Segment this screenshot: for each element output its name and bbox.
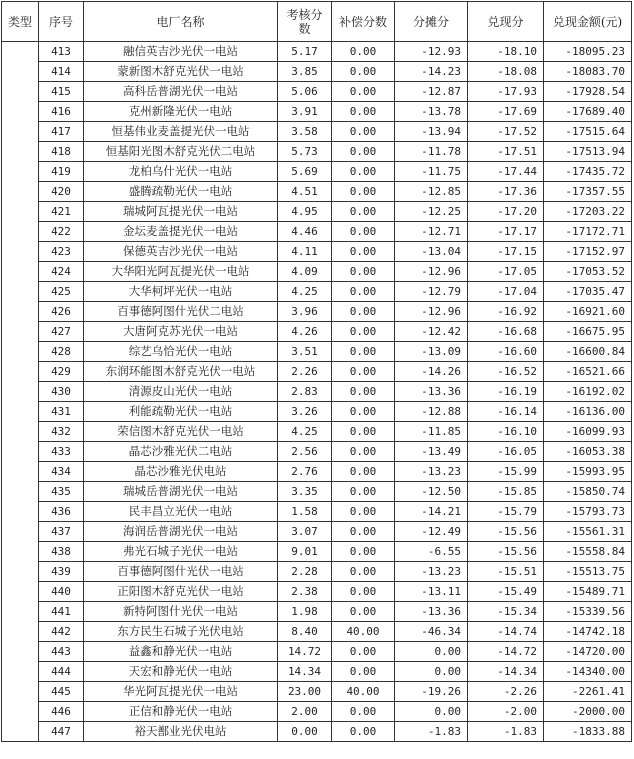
cell-plant-name: 晶芯沙雅光伏二电站 [84,442,278,462]
cell-assess: 3.26 [278,402,332,422]
cell-share: -13.78 [395,102,468,122]
table-row [2,202,632,222]
cell-plant-name: 克州新隆光伏一电站 [84,102,278,122]
cell-seq: 422 [39,222,84,242]
table-row [2,542,632,562]
cell-amount: -17689.40 [544,102,632,122]
cell-share: -12.79 [395,282,468,302]
cell-exchange: -16.52 [468,362,544,382]
cell-plant-name: 海润岳普湖光伏一电站 [84,522,278,542]
cell-plant-name: 保德英吉沙光伏一电站 [84,242,278,262]
cell-share: -13.23 [395,462,468,482]
cell-assess: 4.25 [278,422,332,442]
cell-exchange: -2.26 [468,682,544,702]
cell-share: -14.26 [395,362,468,382]
cell-amount: -14742.18 [544,622,632,642]
cell-amount: -17513.94 [544,142,632,162]
cell-exchange: -15.99 [468,462,544,482]
table-row [2,82,632,102]
cell-share: -12.42 [395,322,468,342]
cell-amount: -2261.41 [544,682,632,702]
cell-exchange: -16.92 [468,302,544,322]
cell-share: -12.88 [395,402,468,422]
table-row [2,702,632,722]
cell-exchange: -15.79 [468,502,544,522]
cell-share: -12.25 [395,202,468,222]
cell-seq: 431 [39,402,84,422]
table-row [2,102,632,122]
cell-share: 0.00 [395,642,468,662]
table-row [2,282,632,302]
cell-seq: 437 [39,522,84,542]
cell-exchange: -17.15 [468,242,544,262]
cell-plant-name: 大唐阿克苏光伏一电站 [84,322,278,342]
cell-seq: 418 [39,142,84,162]
cell-compensate: 0.00 [332,202,395,222]
cell-compensate: 0.00 [332,422,395,442]
cell-exchange: -15.51 [468,562,544,582]
cell-assess: 2.00 [278,702,332,722]
cell-share: -13.49 [395,442,468,462]
cell-compensate: 0.00 [332,722,395,742]
cell-plant-name: 百事德阿图什光伏一电站 [84,562,278,582]
cell-share: -13.94 [395,122,468,142]
cell-plant-name: 恒基伟业麦盖提光伏一电站 [84,122,278,142]
cell-amount: -15561.31 [544,522,632,542]
table-row [2,682,632,702]
header-amount: 兑现金额(元) [544,2,632,42]
table-row [2,342,632,362]
cell-compensate: 0.00 [332,342,395,362]
cell-seq: 421 [39,202,84,222]
cell-plant-name: 正信和静光伏一电站 [84,702,278,722]
cell-assess: 3.07 [278,522,332,542]
cell-amount: -16192.02 [544,382,632,402]
table-row [2,402,632,422]
cell-share: -11.75 [395,162,468,182]
cell-compensate: 0.00 [332,62,395,82]
cell-seq: 442 [39,622,84,642]
cell-share: -11.85 [395,422,468,442]
cell-plant-name: 瑞城阿瓦提光伏一电站 [84,202,278,222]
cell-seq: 425 [39,282,84,302]
cell-share: -1.83 [395,722,468,742]
cell-compensate: 0.00 [332,702,395,722]
cell-assess: 3.35 [278,482,332,502]
table-row [2,722,632,742]
cell-amount: -15993.95 [544,462,632,482]
cell-seq: 432 [39,422,84,442]
cell-seq: 420 [39,182,84,202]
cell-exchange: -14.74 [468,622,544,642]
cell-compensate: 0.00 [332,442,395,462]
cell-compensate: 40.00 [332,622,395,642]
cell-share: -12.50 [395,482,468,502]
table-body [2,42,632,742]
cell-plant-name: 瑞城岳普湖光伏一电站 [84,482,278,502]
cell-compensate: 0.00 [332,462,395,482]
cell-assess: 8.40 [278,622,332,642]
settlement-table [1,1,632,742]
cell-amount: -16053.38 [544,442,632,462]
cell-exchange: -2.00 [468,702,544,722]
cell-compensate: 0.00 [332,402,395,422]
header-share: 分摊分 [395,2,468,42]
cell-seq: 417 [39,122,84,142]
cell-exchange: -17.17 [468,222,544,242]
cell-amount: -18095.23 [544,42,632,62]
cell-assess: 4.09 [278,262,332,282]
cell-compensate: 0.00 [332,662,395,682]
cell-assess: 2.26 [278,362,332,382]
cell-seq: 436 [39,502,84,522]
cell-plant-name: 东方民生石城子光伏电站 [84,622,278,642]
cell-exchange: -16.19 [468,382,544,402]
cell-plant-name: 民丰昌立光伏一电站 [84,502,278,522]
cell-share: -11.78 [395,142,468,162]
table-row [2,262,632,282]
cell-exchange: -16.68 [468,322,544,342]
cell-amount: -1833.88 [544,722,632,742]
cell-compensate: 0.00 [332,322,395,342]
cell-compensate: 0.00 [332,242,395,262]
cell-type [2,42,39,742]
cell-assess: 3.85 [278,62,332,82]
cell-amount: -17053.52 [544,262,632,282]
cell-assess: 4.25 [278,282,332,302]
cell-exchange: -14.72 [468,642,544,662]
cell-plant-name: 益鑫和静光伏一电站 [84,642,278,662]
cell-assess: 2.83 [278,382,332,402]
cell-exchange: -17.52 [468,122,544,142]
cell-assess: 2.76 [278,462,332,482]
cell-plant-name: 百事德阿图什光伏二电站 [84,302,278,322]
cell-assess: 2.56 [278,442,332,462]
cell-exchange: -17.36 [468,182,544,202]
cell-amount: -16921.60 [544,302,632,322]
cell-assess: 5.73 [278,142,332,162]
cell-amount: -16675.95 [544,322,632,342]
cell-exchange: -17.05 [468,262,544,282]
cell-compensate: 0.00 [332,542,395,562]
cell-share: 0.00 [395,662,468,682]
cell-exchange: -16.05 [468,442,544,462]
cell-share: -13.11 [395,582,468,602]
cell-exchange: -15.85 [468,482,544,502]
cell-amount: -17357.55 [544,182,632,202]
cell-amount: -16600.84 [544,342,632,362]
cell-seq: 435 [39,482,84,502]
cell-assess: 14.72 [278,642,332,662]
table-row [2,122,632,142]
cell-assess: 14.34 [278,662,332,682]
table-row [2,322,632,342]
cell-plant-name: 盛腾疏勒光伏一电站 [84,182,278,202]
cell-exchange: -1.83 [468,722,544,742]
cell-compensate: 0.00 [332,182,395,202]
cell-compensate: 0.00 [332,362,395,382]
cell-plant-name: 天宏和静光伏一电站 [84,662,278,682]
cell-share: -12.96 [395,302,468,322]
cell-plant-name: 清源皮山光伏一电站 [84,382,278,402]
table-row [2,422,632,442]
cell-amount: -17435.72 [544,162,632,182]
table-row [2,242,632,262]
cell-seq: 443 [39,642,84,662]
cell-amount: -17035.47 [544,282,632,302]
table-row [2,522,632,542]
cell-exchange: -18.10 [468,42,544,62]
cell-seq: 415 [39,82,84,102]
table-row [2,482,632,502]
header-exchange: 兑现分 [468,2,544,42]
cell-plant-name: 正阳图木舒克光伏一电站 [84,582,278,602]
cell-seq: 416 [39,102,84,122]
cell-exchange: -18.08 [468,62,544,82]
cell-amount: -15558.84 [544,542,632,562]
table-row [2,602,632,622]
cell-share: -19.26 [395,682,468,702]
table-row [2,582,632,602]
cell-seq: 441 [39,602,84,622]
cell-seq: 434 [39,462,84,482]
cell-exchange: -17.04 [468,282,544,302]
header-type: 类型 [2,2,39,42]
cell-share: -6.55 [395,542,468,562]
cell-compensate: 0.00 [332,122,395,142]
cell-plant-name: 大华柯坪光伏一电站 [84,282,278,302]
cell-seq: 440 [39,582,84,602]
cell-seq: 414 [39,62,84,82]
cell-compensate: 40.00 [332,682,395,702]
cell-compensate: 0.00 [332,162,395,182]
table-row [2,302,632,322]
cell-assess: 4.95 [278,202,332,222]
cell-amount: -17515.64 [544,122,632,142]
header-compensate: 补偿分数 [332,2,395,42]
cell-compensate: 0.00 [332,502,395,522]
cell-share: -12.49 [395,522,468,542]
cell-amount: -15489.71 [544,582,632,602]
cell-share: -14.21 [395,502,468,522]
cell-amount: -14340.00 [544,662,632,682]
cell-plant-name: 综艺乌恰光伏一电站 [84,342,278,362]
cell-share: -12.96 [395,262,468,282]
table-row [2,162,632,182]
cell-assess: 23.00 [278,682,332,702]
settlement-table-page [1,1,633,757]
cell-assess: 4.46 [278,222,332,242]
cell-compensate: 0.00 [332,562,395,582]
cell-assess: 3.58 [278,122,332,142]
table-row [2,142,632,162]
cell-compensate: 0.00 [332,382,395,402]
cell-exchange: -15.56 [468,522,544,542]
cell-seq: 428 [39,342,84,362]
table-row [2,382,632,402]
cell-share: 0.00 [395,702,468,722]
cell-plant-name: 东润环能图木舒克光伏一电站 [84,362,278,382]
cell-exchange: -16.60 [468,342,544,362]
cell-assess: 1.98 [278,602,332,622]
cell-assess: 3.51 [278,342,332,362]
cell-compensate: 0.00 [332,262,395,282]
cell-assess: 4.51 [278,182,332,202]
cell-seq: 426 [39,302,84,322]
table-row [2,442,632,462]
cell-compensate: 0.00 [332,482,395,502]
cell-compensate: 0.00 [332,642,395,662]
table-row [2,662,632,682]
cell-exchange: -17.44 [468,162,544,182]
table-row [2,222,632,242]
table-row [2,622,632,642]
cell-share: -13.23 [395,562,468,582]
cell-assess: 5.06 [278,82,332,102]
cell-seq: 444 [39,662,84,682]
cell-seq: 424 [39,262,84,282]
cell-plant-name: 利能疏勒光伏一电站 [84,402,278,422]
cell-seq: 446 [39,702,84,722]
cell-exchange: -14.34 [468,662,544,682]
cell-plant-name: 裕天鄯业光伏电站 [84,722,278,742]
header-seq: 序号 [39,2,84,42]
cell-share: -13.36 [395,602,468,622]
cell-share: -12.93 [395,42,468,62]
cell-exchange: -17.93 [468,82,544,102]
header-row [2,2,632,42]
cell-share: -14.23 [395,62,468,82]
cell-exchange: -17.51 [468,142,544,162]
cell-share: -12.85 [395,182,468,202]
header-assess: 考核分数 [278,2,332,42]
cell-assess: 3.91 [278,102,332,122]
cell-amount: -16099.93 [544,422,632,442]
cell-seq: 438 [39,542,84,562]
table-row [2,62,632,82]
cell-seq: 419 [39,162,84,182]
cell-share: -13.09 [395,342,468,362]
table-row [2,502,632,522]
cell-amount: -2000.00 [544,702,632,722]
cell-seq: 430 [39,382,84,402]
cell-plant-name: 金坛麦盖提光伏一电站 [84,222,278,242]
cell-assess: 0.00 [278,722,332,742]
cell-exchange: -17.20 [468,202,544,222]
cell-assess: 3.96 [278,302,332,322]
cell-plant-name: 高科岳普湖光伏一电站 [84,82,278,102]
cell-amount: -18083.70 [544,62,632,82]
cell-amount: -17203.22 [544,202,632,222]
table-row [2,562,632,582]
cell-assess: 4.26 [278,322,332,342]
cell-seq: 427 [39,322,84,342]
cell-plant-name: 新特阿图什光伏一电站 [84,602,278,622]
cell-seq: 447 [39,722,84,742]
cell-assess: 1.58 [278,502,332,522]
cell-amount: -15850.74 [544,482,632,502]
cell-share: -13.04 [395,242,468,262]
cell-amount: -17152.97 [544,242,632,262]
cell-plant-name: 弗光石城子光伏一电站 [84,542,278,562]
cell-exchange: -16.14 [468,402,544,422]
cell-plant-name: 大华阳光阿瓦提光伏一电站 [84,262,278,282]
cell-compensate: 0.00 [332,522,395,542]
table-row [2,462,632,482]
cell-compensate: 0.00 [332,302,395,322]
cell-exchange: -17.69 [468,102,544,122]
cell-share: -12.71 [395,222,468,242]
cell-amount: -17928.54 [544,82,632,102]
cell-seq: 445 [39,682,84,702]
cell-seq: 429 [39,362,84,382]
cell-assess: 2.38 [278,582,332,602]
cell-compensate: 0.00 [332,602,395,622]
header-name: 电厂名称 [84,2,278,42]
cell-exchange: -15.34 [468,602,544,622]
table-row [2,362,632,382]
table-row [2,182,632,202]
cell-compensate: 0.00 [332,42,395,62]
cell-plant-name: 龙柏乌什光伏一电站 [84,162,278,182]
cell-seq: 423 [39,242,84,262]
cell-amount: -17172.71 [544,222,632,242]
cell-share: -46.34 [395,622,468,642]
cell-assess: 5.69 [278,162,332,182]
cell-amount: -15339.56 [544,602,632,622]
cell-amount: -16521.66 [544,362,632,382]
cell-seq: 433 [39,442,84,462]
cell-compensate: 0.00 [332,82,395,102]
cell-compensate: 0.00 [332,282,395,302]
cell-amount: -15793.73 [544,502,632,522]
cell-plant-name: 晶芯沙雅光伏电站 [84,462,278,482]
cell-compensate: 0.00 [332,102,395,122]
cell-assess: 5.17 [278,42,332,62]
cell-amount: -14720.00 [544,642,632,662]
cell-exchange: -15.56 [468,542,544,562]
cell-plant-name: 恒基阳光图木舒克光伏二电站 [84,142,278,162]
cell-assess: 2.28 [278,562,332,582]
table-row [2,642,632,662]
cell-plant-name: 融信英吉沙光伏一电站 [84,42,278,62]
cell-exchange: -16.10 [468,422,544,442]
cell-plant-name: 华光阿瓦提光伏一电站 [84,682,278,702]
cell-seq: 439 [39,562,84,582]
cell-compensate: 0.00 [332,142,395,162]
table-row [2,42,632,62]
cell-share: -12.87 [395,82,468,102]
cell-amount: -16136.00 [544,402,632,422]
cell-compensate: 0.00 [332,222,395,242]
cell-seq: 413 [39,42,84,62]
cell-exchange: -15.49 [468,582,544,602]
cell-assess: 9.01 [278,542,332,562]
cell-share: -13.36 [395,382,468,402]
cell-compensate: 0.00 [332,582,395,602]
cell-amount: -15513.75 [544,562,632,582]
cell-plant-name: 荣信图木舒克光伏一电站 [84,422,278,442]
cell-assess: 4.11 [278,242,332,262]
cell-plant-name: 蒙新图木舒克光伏一电站 [84,62,278,82]
